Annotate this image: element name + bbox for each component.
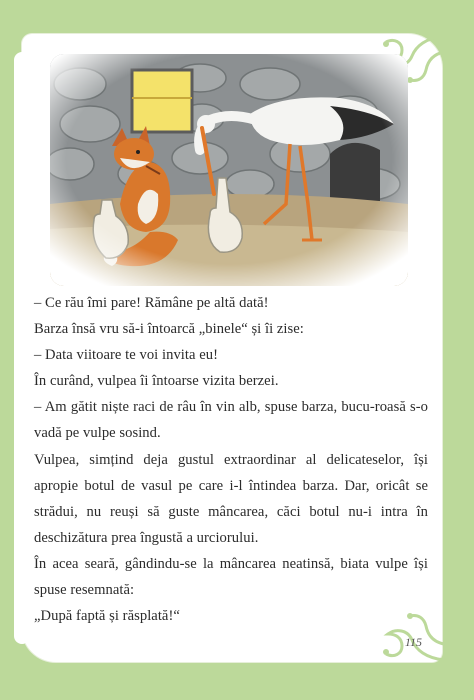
- paragraph-7: În acea seară, gândindu-se la mâncarea neatinsă, biata vulpe își spuse resemnată:: [34, 555, 428, 599]
- paragraph-8: „După faptă și răsplată!“: [34, 608, 180, 625]
- paragraph-4: În curând, vulpea îi întoarse vizita berzei.: [34, 373, 279, 390]
- page-number: 115: [404, 635, 422, 649]
- paragraph-2: Barza însă vru să-i întoarcă „binele“ și îi zise:: [34, 321, 304, 338]
- fox-and-stork-illustration: [50, 54, 408, 286]
- book-page: [22, 34, 442, 662]
- paragraph-3: – Data viitoare te voi invita eu!: [34, 347, 219, 364]
- paragraph-6: Vulpea, simțind deja gustul extraordinar al delicateselor, își apropie botul de vasul pe care i-l întindea barza. Dar, oricât se strădui, nu reuși să guste mâncarea, căci botul nu-i intra în deschizătura prea îngustă a urciorului.: [34, 451, 428, 546]
- paragraph-5: – Am gătit niște raci de râu în vin alb, spuse barza, bucu-roasă s-o vadă pe vulpe sosind.: [34, 399, 428, 442]
- story-text: [34, 290, 428, 629]
- paragraph-1: – Ce rău îmi pare! Rămâne pe altă dată!: [34, 295, 269, 311]
